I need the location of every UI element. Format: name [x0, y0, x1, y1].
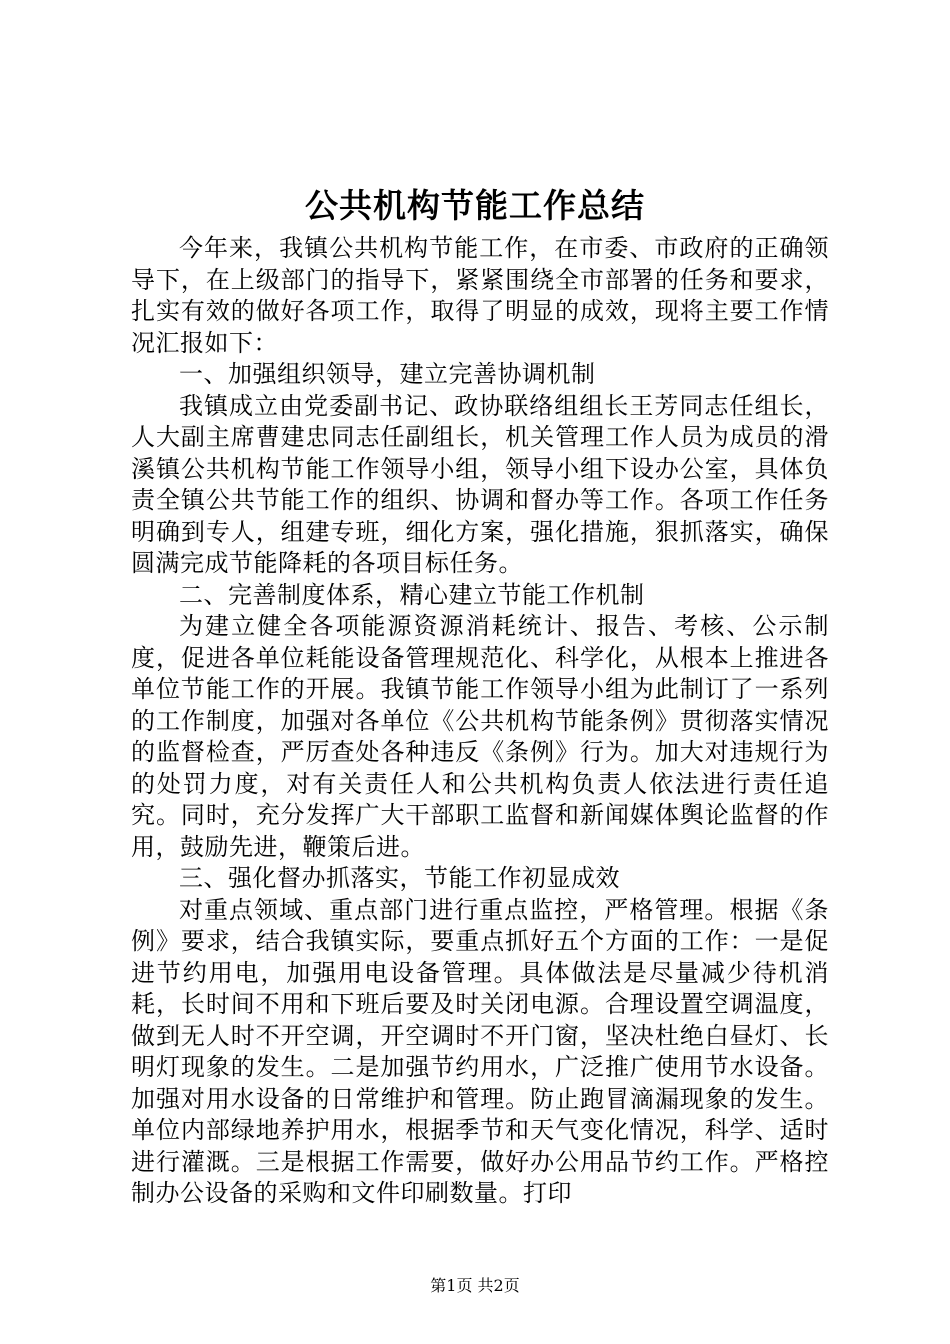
- paragraph-intro: 今年来，我镇公共机构节能工作，在市委、市政府的正确领导下，在上级部门的指导下，紧紧围绕全市部署的任务和要求，扎实有效的做好各项工作，取得了明显的成效，现将主要工作情况汇报如下：: [131, 234, 829, 357]
- paragraph-section-2: 为建立健全各项能源资源消耗统计、报告、考核、公示制度，促进各单位耗能设备管理规范化、科学化，从根本上推进各单位节能工作的开展。我镇节能工作领导小组为此制订了一系列的工作制度，加强对各单位《公共机构节能条例》贯彻落实情况的监督检查，严厉查处各种违反《条例》行为。加大对违规行为的处罚力度，对有关责任人和公共机构负责人依法进行责任追究。同时，充分发挥广大干部职工监督和新闻媒体舆论监督的作用，鼓励先进，鞭策后进。: [131, 612, 829, 861]
- paragraph-section-3: 对重点领域、重点部门进行重点监控，严格管理。根据《条例》要求，结合我镇实际，要重点抓好五个方面的工作：一是促进节约用电，加强用电设备管理。具体做法是尽量减少待机消耗，长时间不用和下班后要及时关闭电源。合理设置空调温度，做到无人时不开空调，开空调时不开门窗，坚决杜绝白昼灯、长明灯现象的发生。二是加强节约用水，广泛推广使用节水设备。加强对用水设备的日常维护和管理。防止跑冒滴漏现象的发生。单位内部绿地养护用水，根据季节和天气变化情况，科学、适时进行灌溉。三是根据工作需要，做好办公用品节约工作。严格控制办公设备的采购和文件印刷数量。打印: [131, 895, 829, 1207]
- paragraph-section-1: 我镇成立由党委副书记、政协联络组组长王芳同志任组长，人大副主席曹建忠同志任副组长，机关管理工作人员为成员的滑溪镇公共机构节能工作领导小组，领导小组下设办公室，具体负责全镇公共节能工作的组织、协调和督办等工作。各项工作任务明确到专人，组建专班，细化方案，强化措施，狠抓落实，确保圆满完成节能降耗的各项目标任务。: [131, 391, 829, 577]
- page-number-footer: 第1页 共2页: [430, 1276, 520, 1295]
- document-body: [131, 233, 829, 1210]
- section-heading-3: 三、强化督办抓落实，节能工作初显成效: [179, 864, 620, 892]
- document-title: 公共机构节能工作总结: [305, 186, 645, 225]
- section-heading-2: 二、完善制度体系，精心建立节能工作机制: [179, 580, 645, 609]
- section-heading-1: 一、加强组织领导，建立完善协调机制: [179, 360, 596, 388]
